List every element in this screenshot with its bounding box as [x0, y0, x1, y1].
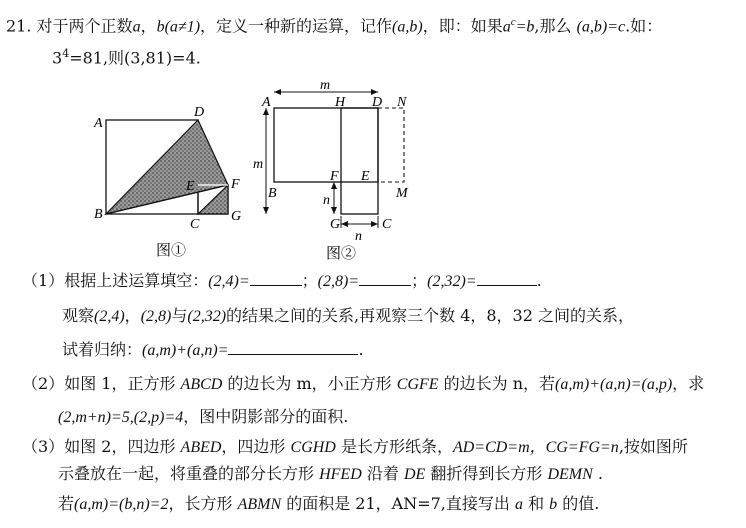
label-a: A — [262, 95, 271, 110]
label-d: D — [194, 105, 205, 120]
label-h: H — [335, 95, 346, 110]
problem-number: 21. — [6, 16, 32, 36]
label-m-top: m — [320, 78, 331, 93]
answer-blank-3[interactable] — [477, 271, 537, 286]
label-n-left: n — [323, 193, 330, 208]
figure-2 — [246, 76, 426, 268]
figure-1-caption: 图① — [156, 243, 187, 259]
q2-line1: （2）如图 1，正方形 ABCD 的边长为 m，小正方形 CGFE 的边长为 n，若(a,m)+(a,n)=(a,p)，求 — [22, 374, 705, 393]
label-m-point: M — [396, 186, 408, 201]
label-d: D — [372, 95, 383, 110]
label-f: F — [330, 169, 339, 184]
label-m-left: m — [253, 157, 264, 172]
figure-2-caption: 图② — [326, 246, 357, 262]
q3-line3: 若(a,m)=(b,n)=2，长方形 ABMN 的面积是 21，AN=7,直接写出 a 和 b 的值. — [58, 494, 600, 513]
label-c: C — [382, 217, 392, 232]
answer-blank-1[interactable] — [250, 271, 302, 286]
label-e: E — [186, 179, 195, 194]
label-f: F — [231, 177, 240, 192]
rect-cghd — [341, 108, 378, 214]
q2-line2: (2,m+n)=5,(2,p)=4，图中阴影部分的面积. — [58, 407, 349, 426]
example-line: $3^4=81$,则(3,81)=4. — [52, 47, 201, 68]
label-n-point: N — [397, 95, 407, 110]
q1-line2: 观察(2,4)，(2,8)与(2,32)的结果之间的关系,再观察三个数 4，8，32 之间的关系， — [62, 306, 634, 325]
q1-line1: （1）根据上述运算填空：(2,4)= ；(2,8)= ；(2,32)= . — [22, 271, 542, 290]
problem-header: 21. 对于两个正数a，b(a≠1)，定义一种新的运算，记作(a,b)，即：如果$a^c=b$,那么 (a,b)=c.如： — [6, 16, 663, 36]
figure-1 — [88, 100, 258, 270]
q3-line2: 示叠放在一起，将重叠的部分长方形 HFED 沿着 DE 翻折得到长方形 DEMN . — [58, 464, 603, 483]
rect-demn — [378, 108, 404, 182]
label-c: C — [190, 217, 200, 232]
answer-blank-4[interactable] — [228, 340, 358, 355]
label-b: B — [94, 207, 103, 222]
label-n-bottom: n — [355, 229, 362, 244]
label-b: B — [268, 186, 277, 201]
label-e: E — [361, 169, 370, 184]
label-g: G — [231, 209, 242, 224]
q3-line1: （3）如图 2，四边形 ABED，四边形 CGHD 是长方形纸条，AD=CD=m，CG=FG=n,按如图所 — [22, 437, 688, 456]
answer-blank-2[interactable] — [359, 271, 411, 286]
label-a: A — [94, 116, 103, 131]
label-g: G — [330, 217, 341, 232]
q1-line3: 试着归纳：(a,m)+(a,n)= . — [62, 340, 364, 359]
